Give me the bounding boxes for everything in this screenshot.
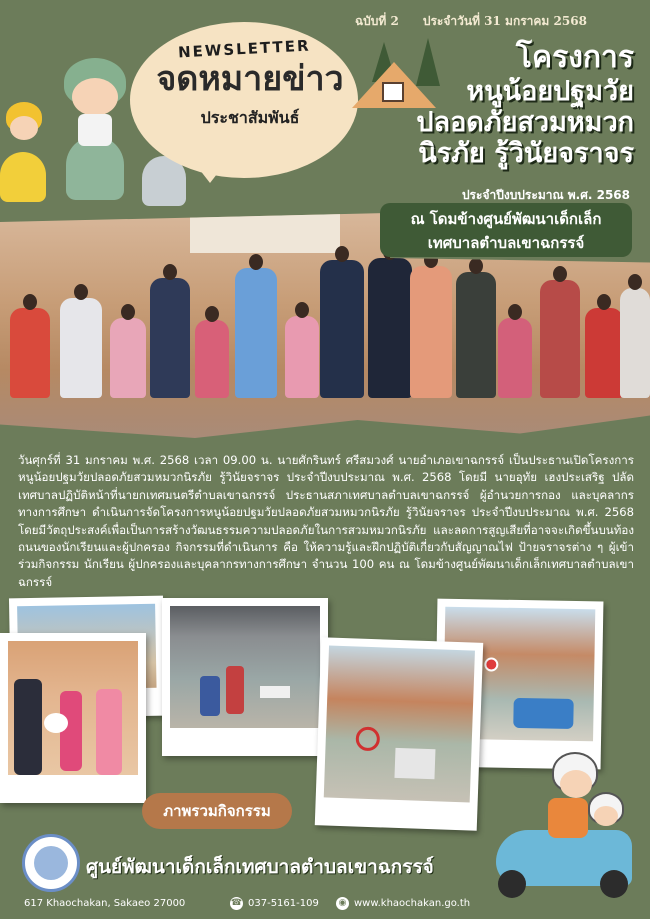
issue-number: ฉบับที่ 2	[355, 14, 399, 28]
newsletter-title: จดหมายข่าว	[156, 59, 344, 99]
photo-person	[456, 272, 496, 398]
project-title	[416, 40, 634, 169]
article-body: วันศุกร์ที่ 31 มกราคม พ.ศ. 2568 เวลา 09.00 น. นายศักรินทร์ ศรีสมวงศ์ นายอำเภอเขาฉกรรจ์ เป็นประธานเปิดโครงการหนูน้อยปฐมวัยปลอดภัยสวมหมวกนิรภัย รู้วินัยจราจร ประจำปีงบประมาณ พ.ศ. 2568 โดยมี นายอุทัย เฮงประเสริฐ ปลัดเทศบาลปฏิบัติหน้าที่นายกเทศมนตรีตำบลเขาฉกรรจ์ ประธานสภาเทศบาลตำบลเขาฉกรรจ์ ผู้อำนวยการกอง และบุคลากรทางการศึกษา ดำเนินการจัดโครงการหนูน้อยปฐมวัยปลอดภัยสวมหมวกนิรภัย รู้วินัยจราจร ประจำปีงบประมาณ พ.ศ. 2568 โดยมีวัตถุประสงค์เพื่อเป็นการสร้างวัฒนธรรมความปลอดภัยในการสวมหมวกนิรภัย และลดการสูญเสียที่อาจจะเกิดขึ้นบนท้องถนนของนักเรียนและผู้ปกครอง กิจกรรมที่ดำเนินการ คือ ให้ความรู้และฝึกปฏิบัติเกี่ยวกับสัญญาณไฟ ป้ายจราจรต่าง ๆ ผู้เข้าร่วมกิจกรรม นักเรียน ผู้ปกครองและบุคลากรทางการศึกษา จำนวน 100 คน ณ โดมข้างศูนย์พัฒนาเด็กเล็กเทศบาลตำบลเขาฉกรรจ์	[18, 453, 634, 589]
footer-phone: 037-5161-109	[248, 898, 319, 909]
project-title-line4: นิรภัย รู้วินัยจราจร	[418, 138, 634, 169]
photo-person	[285, 316, 319, 398]
photo-person	[60, 298, 102, 398]
project-title-line2: หนูน้อยปฐมวัย	[466, 76, 634, 107]
photo-person	[195, 320, 229, 398]
tent-window-icon	[382, 82, 404, 102]
photo-person	[320, 260, 364, 398]
footer-address: 617 Khaochakan, Sakaeo 27000	[24, 898, 186, 909]
project-title-line3: ปลอดภัยสวมหมวก	[416, 107, 634, 138]
center-name: ศูนย์พัฒนาเด็กเล็กเทศบาลตำบลเขาฉกรรจ์	[86, 856, 434, 878]
gallery-badge: ภาพรวมกิจกรรม	[142, 793, 292, 829]
budget-year: ประจำปีงบประมาณ พ.ศ. 2568	[461, 188, 630, 202]
newsletter-subtitle: ประชาสัมพันธ์	[200, 108, 300, 127]
photo-person	[410, 266, 452, 398]
photo-person	[150, 278, 190, 398]
photo-person	[368, 258, 412, 398]
gallery-photo-4	[315, 637, 483, 831]
photo-person	[540, 280, 580, 398]
project-title-line1: โครงการ	[515, 40, 634, 75]
venue-line1: ณ โดมข้างศูนย์พัฒนาเด็กเล็ก	[410, 210, 602, 228]
mascot-kids-blue-scooter-icon	[488, 752, 638, 902]
gallery-photo-3	[162, 598, 328, 756]
municipality-logo	[22, 834, 80, 892]
newsletter-label: NEWSLETTER	[177, 36, 311, 62]
phone-icon: ☎	[230, 898, 243, 908]
photo-person	[585, 308, 623, 398]
issue-line	[355, 12, 611, 31]
globe-icon: ◉	[336, 897, 349, 910]
mascot-boy-yellow-scooter-icon	[0, 102, 52, 206]
photo-wall	[190, 213, 340, 253]
mascot-girl-scooter-icon	[58, 58, 132, 208]
photo-person	[110, 318, 146, 398]
issue-date: ประจำวันที่ 31 มกราคม 2568	[422, 14, 587, 28]
venue-line2: เทศบาลตำบลเขาฉกรรจ์	[427, 234, 585, 252]
footer-website: www.khaochakan.go.th	[354, 898, 471, 909]
photo-person	[498, 318, 532, 398]
photo-person	[235, 268, 277, 398]
gallery-photo-2	[0, 633, 146, 803]
bubble-tail	[196, 165, 224, 183]
photo-person	[10, 308, 50, 398]
photo-person	[620, 288, 650, 398]
venue-label	[380, 203, 632, 257]
